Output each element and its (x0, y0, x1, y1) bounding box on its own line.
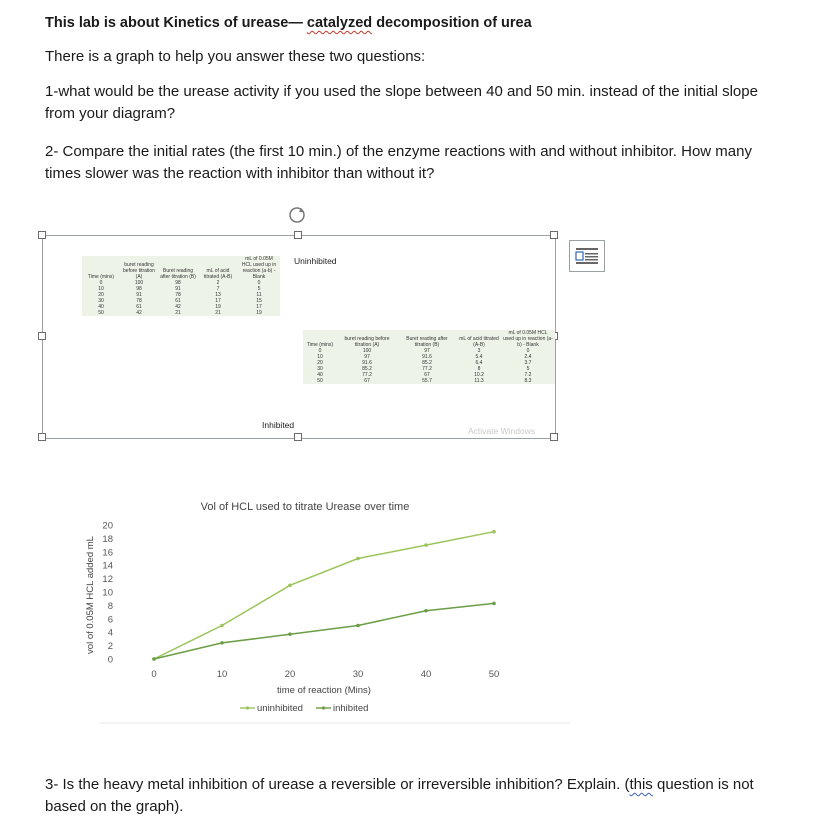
table-header: Buret reading after titration (B) (406, 336, 448, 348)
resize-handle[interactable] (550, 433, 558, 441)
layout-options-button[interactable] (569, 240, 605, 272)
table-row: 40 77.2 67 10.2 7.2 (317, 372, 532, 378)
x-tick-label: 0 (151, 669, 157, 680)
spellcheck-word: this (629, 776, 653, 793)
data-point-uninhibited (220, 624, 224, 628)
question-2: 2- Compare the initial rates (the first 10 min.) of the enzyme reactions with and without inhibitor. How many times slower was the reaction with inhibitor than without it? (45, 143, 752, 182)
y-tick-label: 18 (102, 533, 113, 545)
table-header: mL of 0.05M HCL used up in reaction (a-b) - Blank (241, 256, 277, 280)
y-axis-label: vol of 0.05M HCL added mL (85, 536, 96, 654)
chart-legend (240, 703, 368, 714)
table-header: mL of acid titrated (A-B) (459, 336, 499, 348)
table-row: 40 61 42 19 17 (98, 304, 262, 310)
table-row: 30 85.2 77.2 8 5 (317, 366, 530, 372)
table-row: 10 97 91.6 5.4 2.4 (317, 354, 532, 360)
table-row: 20 91 78 13 11 (98, 292, 262, 298)
table-row: 0 100 97 3 0 (318, 348, 530, 354)
data-point-inhibited (152, 657, 156, 661)
rotate-handle-icon[interactable] (287, 205, 307, 225)
doc-title: This lab is about Kinetics of urease— catalyzed decomposition of urea (45, 15, 532, 31)
table-row: 50 67 55.7 11.3 8.3 (317, 378, 532, 384)
legend-marker-uninhibited (246, 706, 249, 709)
legend-marker-inhibited (322, 706, 325, 709)
layout-options-icon (570, 241, 604, 271)
question-1: 1-what would be the urease activity if you used the slope between 40 and 50 min. instead of the initial slope from your diagram? (45, 83, 758, 122)
data-point-inhibited (220, 641, 224, 645)
resize-handle[interactable] (38, 332, 46, 340)
inhibited-table (303, 330, 555, 384)
intro-paragraph: There is a graph to help you answer these two questions: (45, 48, 426, 65)
table-header: buret reading before titration (A) (123, 262, 155, 280)
activate-windows-watermark: Activate Windows (468, 426, 536, 436)
y-tick-label: 6 (107, 614, 113, 626)
table-row: 20 91.6 85.2 6.4 3.7 (317, 360, 532, 366)
x-tick-label: 40 (420, 669, 432, 680)
question-3: 3- Is the heavy metal inhibition of urease a reversible or irreversible inhibition? Explain. (this question is not based on the graph). (45, 776, 754, 815)
spellcheck-word: catalyzed (306, 15, 373, 31)
resize-handle[interactable] (294, 231, 302, 239)
legend-label-uninhibited: uninhibited (257, 703, 303, 714)
table-row: 50 42 21 21 19 (98, 310, 262, 316)
line-chart (80, 495, 570, 725)
y-tick-label: 12 (102, 574, 113, 586)
inhibited-label: Inhibited (262, 420, 295, 430)
series-line-uninhibited (154, 532, 494, 659)
y-tick-label: 14 (102, 560, 113, 572)
table-header: Time (mins) (87, 274, 115, 280)
x-axis-label: time of reaction (Mins) (277, 685, 371, 696)
table-header: mL of 0.05M HCL used up in reaction (a-b) - Blank (503, 330, 553, 348)
data-point-uninhibited (288, 584, 292, 588)
resize-handle[interactable] (38, 433, 46, 441)
data-point-inhibited (492, 602, 496, 606)
resize-handle[interactable] (550, 231, 558, 239)
data-point-inhibited (288, 632, 292, 636)
y-tick-label: 16 (102, 547, 113, 559)
resize-handle[interactable] (294, 433, 302, 441)
legend-label-inhibited: inhibited (333, 703, 369, 714)
table-row: 30 78 61 17 15 (98, 298, 262, 304)
data-point-inhibited (356, 624, 360, 628)
uninhibited-table (82, 256, 280, 316)
x-tick-label: 50 (488, 669, 500, 680)
y-tick-label: 10 (102, 587, 113, 599)
y-tick-label: 8 (107, 600, 113, 612)
table-header: Buret reading after titration (B) (160, 268, 196, 280)
table-row: 10 98 91 7 5 (98, 286, 261, 292)
data-point-uninhibited (356, 557, 360, 561)
chart-title: Vol of HCL used to titrate Urease over time (200, 501, 410, 513)
table-header: Time (mins) (306, 342, 334, 348)
data-point-inhibited (424, 609, 428, 613)
resize-handle[interactable] (38, 231, 46, 239)
uninhibited-label: Uninhibited (294, 256, 337, 266)
y-tick-label: 4 (107, 627, 113, 639)
y-tick-label: 20 (102, 520, 113, 532)
data-point-uninhibited (492, 530, 496, 534)
x-tick-label: 10 (216, 669, 228, 680)
data-point-uninhibited (424, 543, 428, 547)
x-tick-label: 30 (352, 669, 364, 680)
series-line-inhibited (154, 603, 494, 659)
table-header: mL of acid titrated (A-B) (203, 268, 233, 280)
table-row: 0 100 98 2 0 (99, 280, 261, 286)
x-tick-label: 20 (284, 669, 296, 680)
y-tick-label: 2 (107, 641, 113, 653)
table-header: buret reading before titration (A) (344, 336, 390, 348)
y-tick-label: 0 (107, 654, 113, 666)
